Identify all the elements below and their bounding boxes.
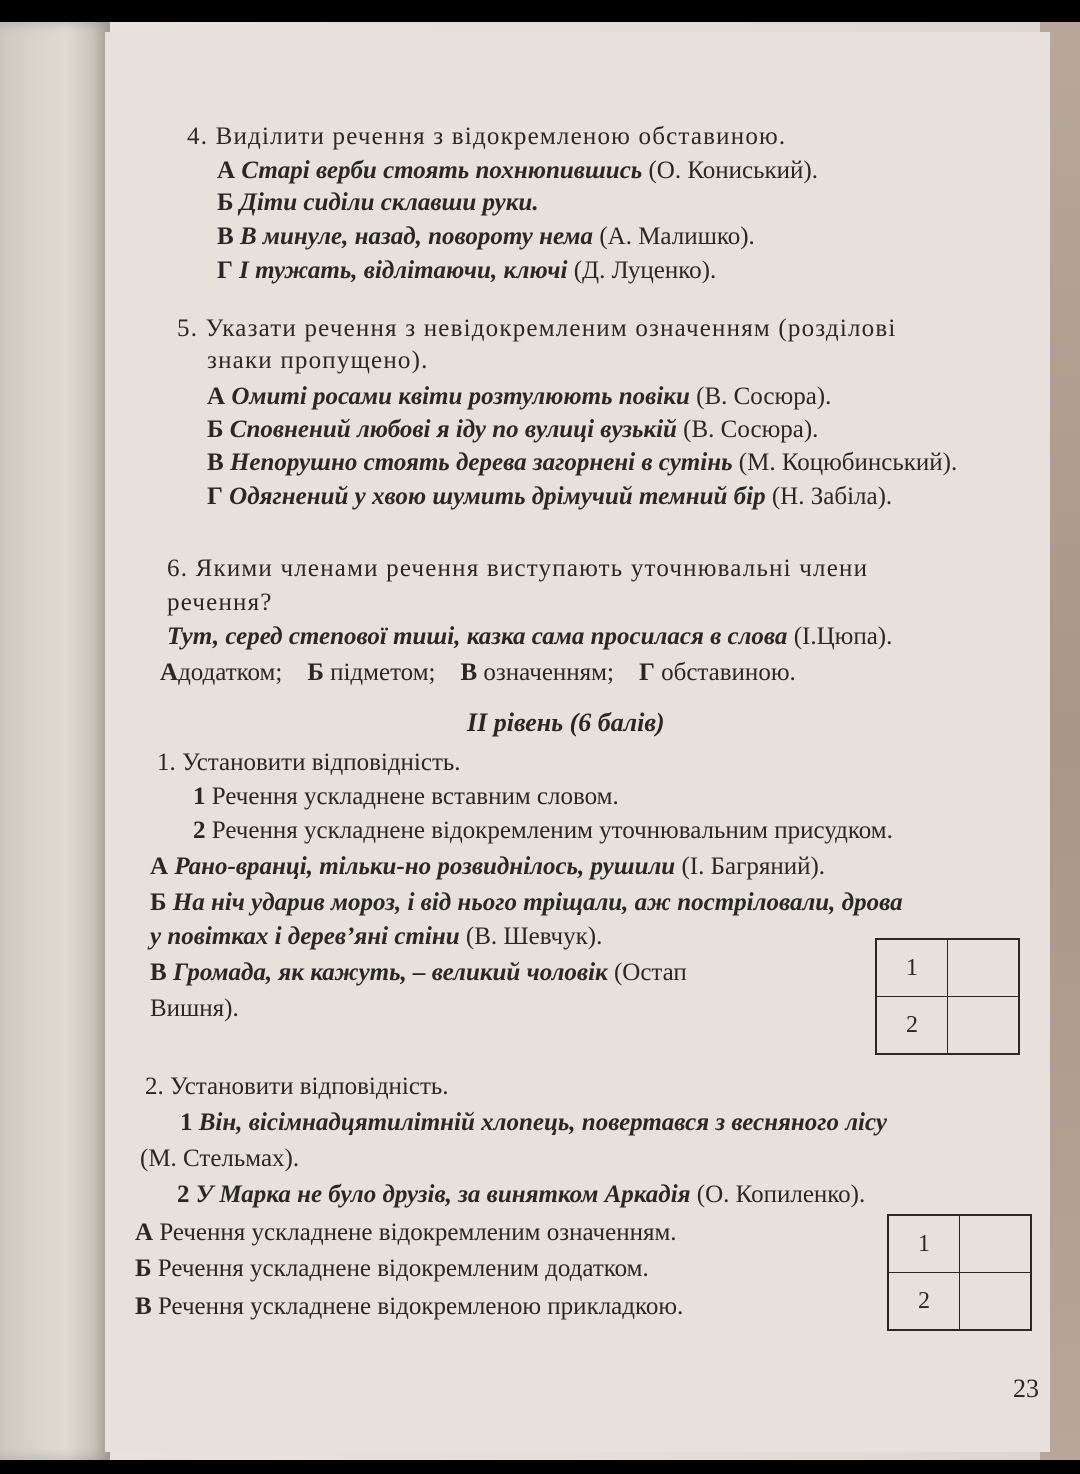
m1-option-v: В Громада, як кажуть, – великий чоловік (Остап bbox=[150, 959, 687, 986]
m2-option-a: А Речення ускладнене відокремленим означенням. bbox=[135, 1219, 677, 1246]
m2-grid-cell-1[interactable] bbox=[960, 1215, 1032, 1273]
q4-option-a: А Старі верби стоять похнюпившись (О. Кониський). bbox=[217, 157, 819, 184]
m2-prompt: 2. Установити відповідність. bbox=[145, 1073, 449, 1100]
m1-item-1: 1 Речення ускладнене вставним словом. bbox=[193, 783, 619, 810]
m2-grid-label-2: 2 bbox=[888, 1273, 960, 1331]
m1-grid-label-1: 1 bbox=[876, 939, 948, 997]
m2-grid-label-1: 1 bbox=[888, 1215, 960, 1273]
q4-option-b: Б Діти сиділи склавши руки. bbox=[217, 189, 539, 216]
left-page-edge bbox=[0, 22, 110, 1460]
m1-prompt: 1. Установити відповідність. bbox=[157, 749, 461, 776]
q5-option-v: В Непорушно стоять дерева загорнені в сутінь (М. Коцюбинський). bbox=[207, 449, 958, 476]
q6-example: Тут, серед степової тиші, казка сама просилася в слова (І.Цюпа). bbox=[167, 623, 893, 650]
m1-answer-grid bbox=[875, 938, 1020, 1055]
m2-grid-cell-2[interactable] bbox=[960, 1273, 1032, 1331]
q4-prompt: 4. Виділити речення з відокремленою обставиною. bbox=[187, 123, 787, 150]
page-number: 23 bbox=[1013, 1374, 1039, 1403]
q6-prompt: 6. Якими членами речення виступають уточнювальні члени bbox=[167, 555, 869, 582]
q5-option-g: Г Одягнений у хвою шумить дрімучий темний бір (Н. Забіла). bbox=[207, 483, 893, 510]
m2-option-b: Б Речення ускладнене відокремленим додатком. bbox=[135, 1255, 649, 1282]
m2-item-2: 2 У Марка не було друзів, за винятком Аркадія (О. Копиленко). bbox=[177, 1181, 866, 1208]
book-photo bbox=[0, 22, 1080, 1460]
m1-option-b-cont: у повітках і дерев’яні стіни (В. Шевчук). bbox=[150, 923, 603, 950]
q6-answers: Адодатком; Б підметом; В означенням; Г обставиною. bbox=[160, 659, 796, 686]
m1-option-a: А Рано-вранці, тільки-но розвиднілось, рушили (І. Багряний). bbox=[150, 853, 826, 880]
m2-item-1: 1 Він, вісімнадцятилітній хлопець, повертався з весняного лісу bbox=[180, 1109, 887, 1136]
q4-option-g: Г І тужать, відлітаючи, ключі (Д. Луценко). bbox=[217, 257, 717, 284]
level2-heading: ІІ рівень (6 балів) bbox=[467, 708, 665, 737]
q5-option-a: А Омиті росами квіти розтулюють повіки (В. Сосюра). bbox=[207, 383, 832, 410]
m1-grid-cell-2[interactable] bbox=[948, 997, 1020, 1055]
q5-option-b: Б Сповнений любові я іду по вулиці вузькій (В. Сосюра). bbox=[207, 416, 819, 443]
q5-prompt: 5. Указати речення з невідокремленим означенням (розділові bbox=[177, 315, 897, 342]
q4-option-v: В В минуле, назад, повороту нема (А. Малишко). bbox=[217, 223, 755, 250]
q6-prompt-cont: речення? bbox=[167, 589, 273, 616]
m1-grid-cell-1[interactable] bbox=[948, 939, 1020, 997]
m1-option-b: Б На ніч ударив мороз, і від нього тріщали, аж постріловали, дрова bbox=[150, 889, 903, 916]
book-page bbox=[105, 32, 1050, 1452]
m1-grid-label-2: 2 bbox=[876, 997, 948, 1055]
m1-item-2: 2 Речення ускладнене відокремленим уточнювальним присудком. bbox=[193, 817, 893, 844]
m2-answer-grid bbox=[887, 1214, 1032, 1331]
m2-item-1-cont: (М. Стельмах). bbox=[140, 1145, 300, 1172]
m1-option-v-cont: Вишня). bbox=[150, 995, 239, 1022]
q5-prompt-cont: знаки пропущено). bbox=[207, 347, 429, 374]
m2-option-v: В Речення ускладнене відокремленою прикладкою. bbox=[135, 1293, 684, 1320]
